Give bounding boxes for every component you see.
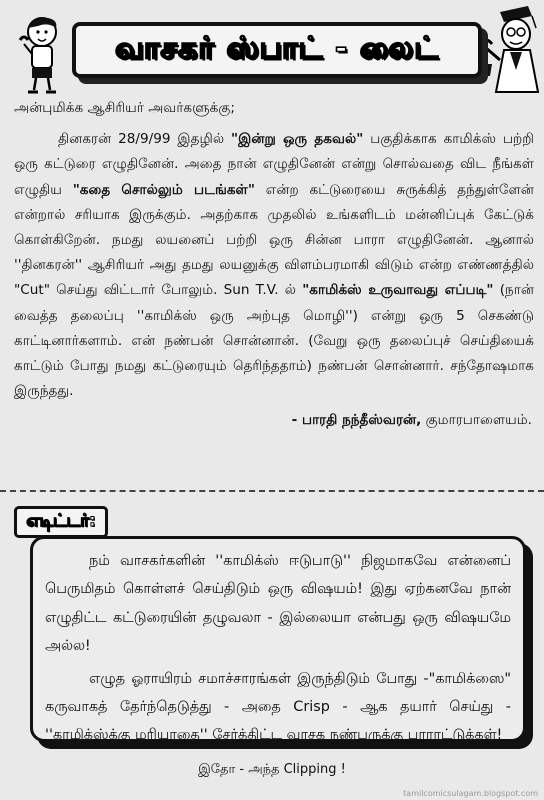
editor-reply-box (30, 536, 526, 742)
boy-on-phone-cartoon (14, 14, 72, 96)
letter-body (14, 127, 534, 404)
banner-title: வாசகர் ஸ்பாட் - லைட் (115, 30, 439, 66)
editor-paragraph: நம் வாசகர்களின் ''காமிக்ஸ் ஈடுபாடு'' நிஜமாகவே என்னைப் பெருமிதம் கொள்ளச் செய்திடும் ஒரு விஷயம்! இது ஏற்கனவே நான் எழுதிட்ட கட்டுரையின் தழுவலா - இல்லையா என்பது ஒரு விஷயமே அல்ல! (45, 553, 511, 655)
section-divider (0, 490, 544, 492)
signature-place: குமாரபாளையம். (425, 412, 532, 429)
letter-signature (14, 408, 534, 433)
letter-text: தினகரன் 28/9/99 இதழில் (58, 131, 225, 148)
footer-caption: இதோ - அந்த Clipping ! (198, 762, 346, 777)
letter-salutation: அன்புமிக்க ஆசிரியர் அவர்களுக்கு; (14, 100, 235, 116)
letter-text: பகுதிக்காக காமிக்ஸ் பற்றி ஒரு கட்டுரை எழுதினேன். அதை நான் எழுதினேன் என்று சொல்வதை விட நீங்கள் எழுதிய (14, 131, 535, 198)
editor-label (14, 506, 108, 538)
letter-bold-title: "இன்று ஒரு தகவல்" (231, 131, 364, 148)
editor-label-text: எடிட்டர்: (26, 511, 96, 531)
watermark: tamilcomicsulagam.blogspot.com (403, 789, 538, 798)
editor-paragraph: எழுத ஓராயிரம் சமாச்சாரங்கள் இருந்திடும் போது -"காமிக்ஸை" கருவாகத் தேர்ந்தெடுத்து - அதை Crisp - ஆக தயார் செய்து - ''காமிக்ஸ்க்கு மரியாதை'' சேர்த்திட்ட வாசக நண்பருக்கு பாராட்டுக்கள்! (45, 670, 511, 744)
letter-text: என்ற கட்டுரையை சுருக்கித் தந்துள்ளேன் என்றால் சரியாக இருக்கும். அதற்காக முதலில் உங்களிடம் மன்னிப்புக் கேட்டுக் கொள்கிறேன். நமது லயனைப் பற்றி ஒரு சின்ன பாரா எழுதினேன். ஆனால் ''தினகரன்'' ஆசிரியர் அது தமது லயனுக்கு விளம்பரமாகி விடும் என்ற எண்ணத்தில் "Cut" செய்து விட்டார் போலும். Sun T.V. ல் (14, 181, 534, 299)
letter-bold-title: "கதை சொல்லும் படங்கள்" (72, 181, 255, 198)
signature-name: - பாரதி நந்தீஸ்வரன், (291, 412, 422, 429)
reader-letter (14, 96, 534, 434)
header-banner (72, 22, 482, 78)
letter-text: (நான் வைத்த தலைப்பு ''காமிக்ஸ் ஒரு அற்புத மொழி'') என்று ஒரு 5 செகண்டு காட்டினார்களாம். என் நண்பன் சொன்னான். (வேறு ஒரு தலைப்புச் செய்தியைக் காட்டும் போது நமது கட்டுரையும் தெரிந்ததாம்) நண்பன் சொன்னார். சந்தோஷமாக இருந்தது. (14, 282, 535, 400)
letter-bold-title: "காமிக்ஸ் உருவாவது எப்படி" (302, 282, 494, 299)
